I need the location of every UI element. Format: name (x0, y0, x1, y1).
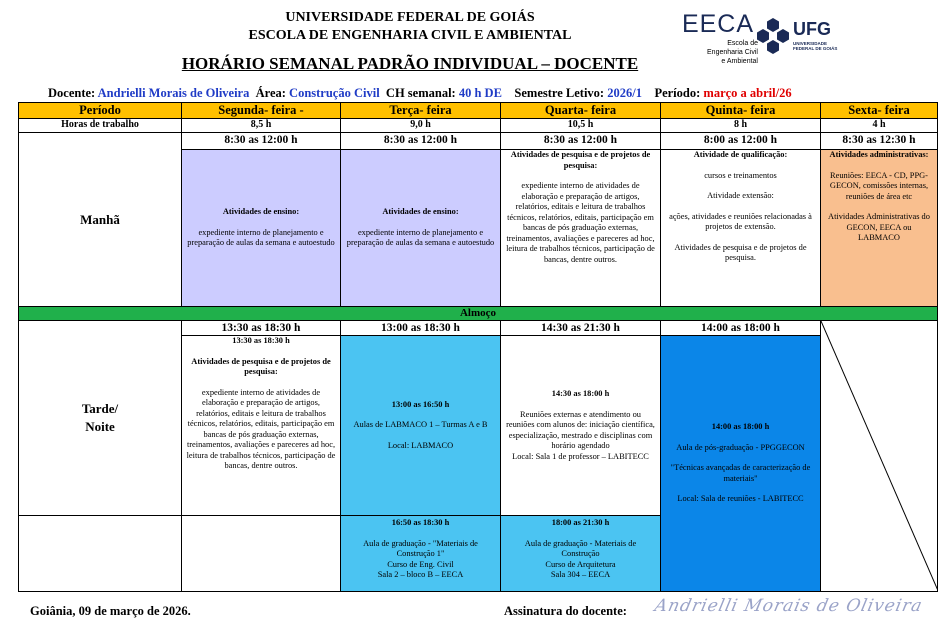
tarde-time-tuesday: 13:00 as 18:30 h (340, 320, 501, 336)
noite-activity-tuesday: 16:50 as 18:30 h Aula de graduação - "Materiais de Construção 1" Curso de Eng. Civil Sala 2 – bloco B – EECA (340, 515, 501, 592)
hours-tuesday: 9,0 h (340, 118, 501, 133)
row-label-tarde: Tarde/ Noite (18, 320, 182, 516)
hours-friday: 4 h (820, 118, 938, 133)
noite-activity-monday-empty (181, 515, 341, 592)
university-name: UNIVERSIDADE FEDERAL DE GOIÁS (285, 10, 535, 25)
day-header-thursday: Quinta- feira (660, 102, 821, 119)
periodo-value: março a abril/26 (703, 86, 792, 100)
ch-label: CH semanal: (385, 86, 456, 100)
eeca-logo (678, 12, 758, 66)
hours-label: Horas de trabalho (18, 118, 182, 133)
area-value: Construção Civil (289, 86, 380, 100)
document-title: HORÁRIO SEMANAL PADRÃO INDIVIDUAL – DOCENTE (181, 54, 639, 73)
manha-time-monday: 8:30 as 12:00 h (181, 132, 341, 150)
eeca-logo-subtitle: Escola de Engenharia Civil e Ambiental (707, 40, 758, 65)
tarde-activity-monday: 13:30 as 18:30 h Atividades de pesquisa e de projetos de pesquisa: expediente interno de atividades de elaboração e preparação de artigos, relatórios, editais e leitura de trabalhos técnicos, relatórios, editais, participação em bancas de pós graduação externas, treinamentos, avaliações e pareceres ad hoc, leitura de trabalhos técnicos, participação de bancas, dentre outros. (181, 335, 341, 516)
teacher-info-line (48, 86, 792, 101)
day-header-friday: Sexta- feira (820, 102, 938, 119)
eeca-logo-name: EECA (681, 10, 755, 38)
diagonal-strike-icon (821, 321, 938, 592)
manha-time-friday: 8:30 as 12:30 h (820, 132, 938, 150)
tarde-time-thursday: 14:00 as 18:00 h (660, 320, 821, 336)
manha-time-thursday: 8:00 as 12:00 h (660, 132, 821, 150)
manha-time-tuesday: 8:30 as 12:00 h (340, 132, 501, 150)
manha-activity-monday: Atividades de ensino: expediente interno de planejamento e preparação de aulas da semana e autoestudo (181, 149, 341, 307)
signature-label: Assinatura do docente: (504, 604, 627, 618)
row-label-manha: Manhã (18, 132, 182, 307)
school-name: ESCOLA DE ENGENHARIA CIVIL E AMBIENTAL (248, 28, 572, 43)
area-label: Área: (255, 86, 286, 100)
ch-value: 40 h DE (458, 86, 502, 100)
docente-label: Docente: (48, 86, 96, 100)
semestre-label: Semestre Letivo: (514, 86, 605, 100)
manha-activity-tuesday: Atividades de ensino: expediente interno de planejamento e preparação de aulas da semana e autoestudo (340, 149, 501, 307)
tarde-activity-wednesday: 14:30 as 18:00 h Reuniões externas e atendimento ou reuniões com alunos de: iniciação científica, especialização, mestrado e disciplinas com horário agendado Local: Sala 1 de professor – LABITECC (500, 335, 661, 516)
tarde-time-wednesday: 14:30 as 21:30 h (500, 320, 661, 336)
periodo-label: Período: (654, 86, 701, 100)
manha-time-wednesday: 8:30 as 12:00 h (500, 132, 661, 150)
almoco-row: Almoço (18, 306, 938, 321)
ufg-logo-subtitle: UNIVERSIDADE FEDERAL DE GOIÁS (793, 41, 838, 51)
day-header-wednesday: Quarta- feira (500, 102, 661, 119)
day-header-monday: Segunda- feira - (181, 102, 341, 119)
period-header: Período (18, 102, 182, 119)
tarde-time-monday: 13:30 as 18:30 h (181, 320, 341, 336)
hours-monday: 8,5 h (181, 118, 341, 133)
row-label-noite-blank (18, 515, 182, 592)
handwritten-signature: Andrielli Morais de Oliveira (652, 596, 925, 616)
friday-afternoon-empty (820, 320, 938, 592)
day-header-tuesday: Terça- feira (340, 102, 501, 119)
manha-activity-friday: Atividades administrativas: Reuniões: EECA - CD, PPG-GECON, comissões internas, reuniões de área etc Atividades Administrativas do GECON, EECA ou LABMACO (820, 149, 938, 307)
hours-thursday: 8 h (660, 118, 821, 133)
ufg-logo (755, 17, 845, 57)
ufg-logo-name: UFG (793, 19, 831, 39)
manha-activity-thursday: Atividade de qualificação: cursos e treinamentos Atividade extensão: ações, atividades e reuniões relacionadas à projetos de extensão. Atividades de pesquisa e de projetos de pesquisa. (660, 149, 821, 307)
tarde-activity-thursday: 14:00 as 18:00 h Aula de pós-graduação - PPGGECON "Técnicas avançadas de caracterização de materiais" Local: Sala de reuniões - LABITECC (660, 335, 821, 592)
schedule-table (18, 102, 938, 594)
manha-activity-wednesday: Atividades de pesquisa e de projetos de pesquisa: expediente interno de atividades de elaboração e preparação de artigos, relatórios, editais e leitura de trabalhos técnicos, relatórios, editais, participação em bancas de pós graduação externas, treinamentos, avaliações e pareceres ad hoc, leitura de trabalhos técnicos, participação de bancas, dentre outros. (500, 149, 661, 307)
footer-date: Goiânia, 09 de março de 2026. (30, 604, 191, 618)
hours-wednesday: 10,5 h (500, 118, 661, 133)
noite-activity-wednesday: 18:00 as 21:30 h Aula de graduação - Materiais de Construção Curso de Arquitetura Sala 304 – EECA (500, 515, 661, 592)
ufg-hexagons-icon (755, 17, 791, 55)
semestre-value: 2026/1 (607, 86, 642, 100)
docente-name: Andrielli Morais de Oliveira (97, 86, 250, 100)
tarde-activity-tuesday: 13:00 as 16:50 h Aulas de LABMACO 1 – Turmas A e B Local: LABMACO (340, 335, 501, 516)
